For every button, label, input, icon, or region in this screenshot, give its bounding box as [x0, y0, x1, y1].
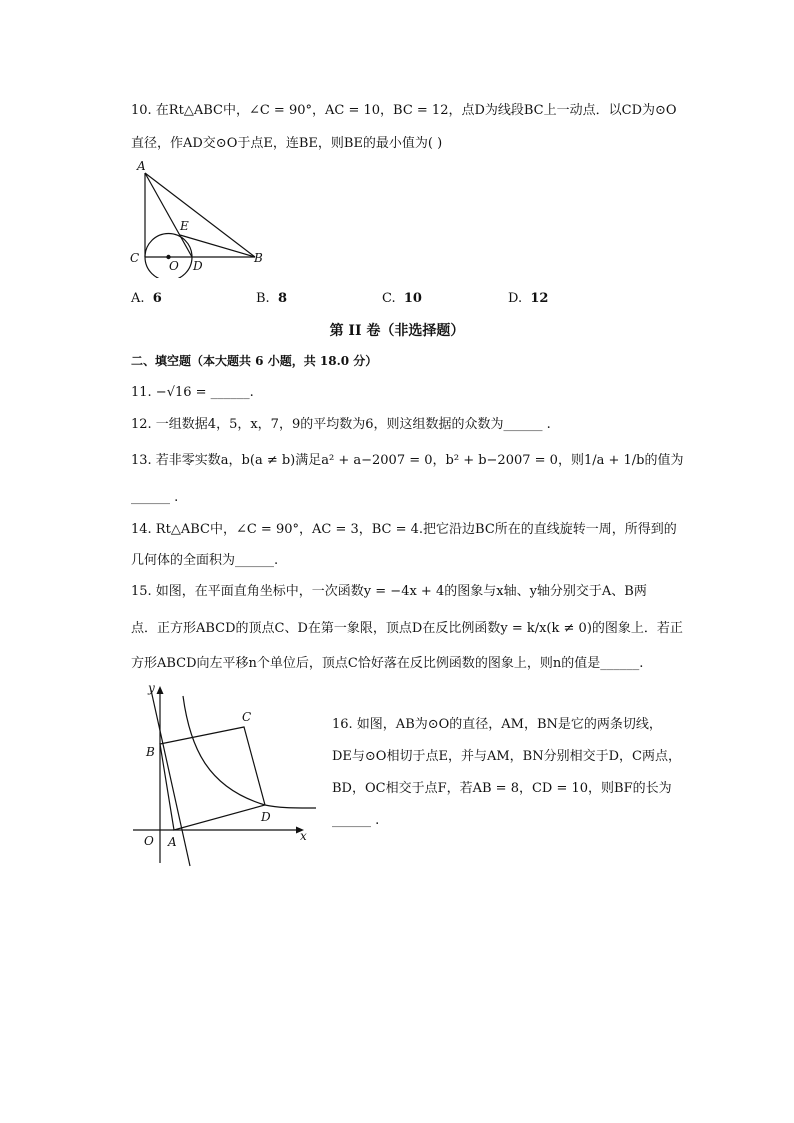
q16-line2: DE与⊙O相切于点E，并与AM，BN分别相交于D，C两点，	[332, 749, 681, 764]
label-y: y	[148, 681, 155, 695]
q15-figure	[128, 678, 318, 868]
label-c: C	[130, 251, 140, 265]
q15-line1: 15. 如图，在平面直角坐标中，一次函数y = −4x + 4的图象与x轴、y轴分别交于A、B两	[131, 584, 647, 599]
q14-line1: 14. Rt△ABC中，∠C = 90°，AC = 3，BC = 4.把它沿边BC所在的直线旋转一周，所得到的	[131, 522, 677, 537]
q14-line2: 几何体的全面积为______.	[131, 553, 279, 568]
part2-title: 第 II 卷（非选择题）	[329, 323, 465, 339]
q16-line1: 16. 如图，AB为⊙O的直径，AM，BN是它的两条切线，	[332, 717, 662, 732]
section2-header: 二、填空题（本大题共 6 小题，共 18.0 分）	[131, 354, 378, 368]
option-value: 10	[403, 291, 422, 306]
option-key: C.	[382, 291, 396, 306]
q11: 11. −√16 = ______.	[131, 385, 254, 400]
q10-line1: 10. 在Rt△ABC中，∠C = 90°，AC = 10，BC = 12，点D为线段BC上一动点．以CD为⊙O	[131, 103, 677, 118]
label-d: D	[261, 810, 271, 824]
label-o: O	[169, 259, 179, 273]
q10-figure	[128, 158, 268, 278]
q15-line3: 方形ABCD向左平移n个单位后，顶点C恰好落在反比例函数的图象上，则n的值是______.	[131, 656, 644, 671]
q15-line2: 点．正方形ABCD的顶点C、D在第一象限，顶点D在反比例函数y = k/x(k ≠ 0)的图象上．若正	[131, 621, 683, 636]
q10-line2: 直径，作AD交⊙O于点E，连BE，则BE的最小值为( )	[131, 136, 443, 151]
q10-option-b[interactable]	[256, 291, 287, 306]
q12: 12. 一组数据4，5，x，7，9的平均数为6，则这组数据的众数为______ .	[131, 417, 551, 432]
option-value: 8	[277, 291, 287, 306]
label-b: B	[254, 251, 263, 265]
option-value: 12	[530, 291, 549, 306]
q16-line4: ______ .	[332, 813, 380, 828]
label-c: C	[242, 710, 252, 724]
label-a: A	[168, 835, 177, 849]
option-key: D.	[508, 291, 523, 306]
segment-ab	[145, 173, 255, 257]
label-o: O	[144, 834, 154, 848]
y-axis-arrow	[157, 686, 164, 694]
label-a: A	[137, 159, 146, 173]
label-d: D	[193, 259, 203, 273]
q10-option-d[interactable]	[508, 291, 548, 306]
q13-line2: ______ .	[131, 490, 179, 505]
label-x: x	[300, 829, 307, 843]
label-e: E	[180, 219, 189, 233]
option-key: A.	[131, 291, 145, 306]
label-b: B	[146, 745, 155, 759]
q10-option-c[interactable]	[382, 291, 422, 306]
segment-ad	[145, 173, 192, 257]
q16-line3: BD，OC相交于点F，若AB = 8，CD = 10，则BF的长为	[332, 781, 672, 796]
option-key: B.	[256, 291, 270, 306]
option-value: 6	[152, 291, 162, 306]
q10-option-a[interactable]	[131, 291, 162, 306]
square-abcd	[160, 727, 265, 830]
q13-line1: 13. 若非零实数a，b(a ≠ b)满足a² + a−2007 = 0，b² + b−2007 = 0，则1/a + 1/b的值为	[131, 453, 684, 468]
